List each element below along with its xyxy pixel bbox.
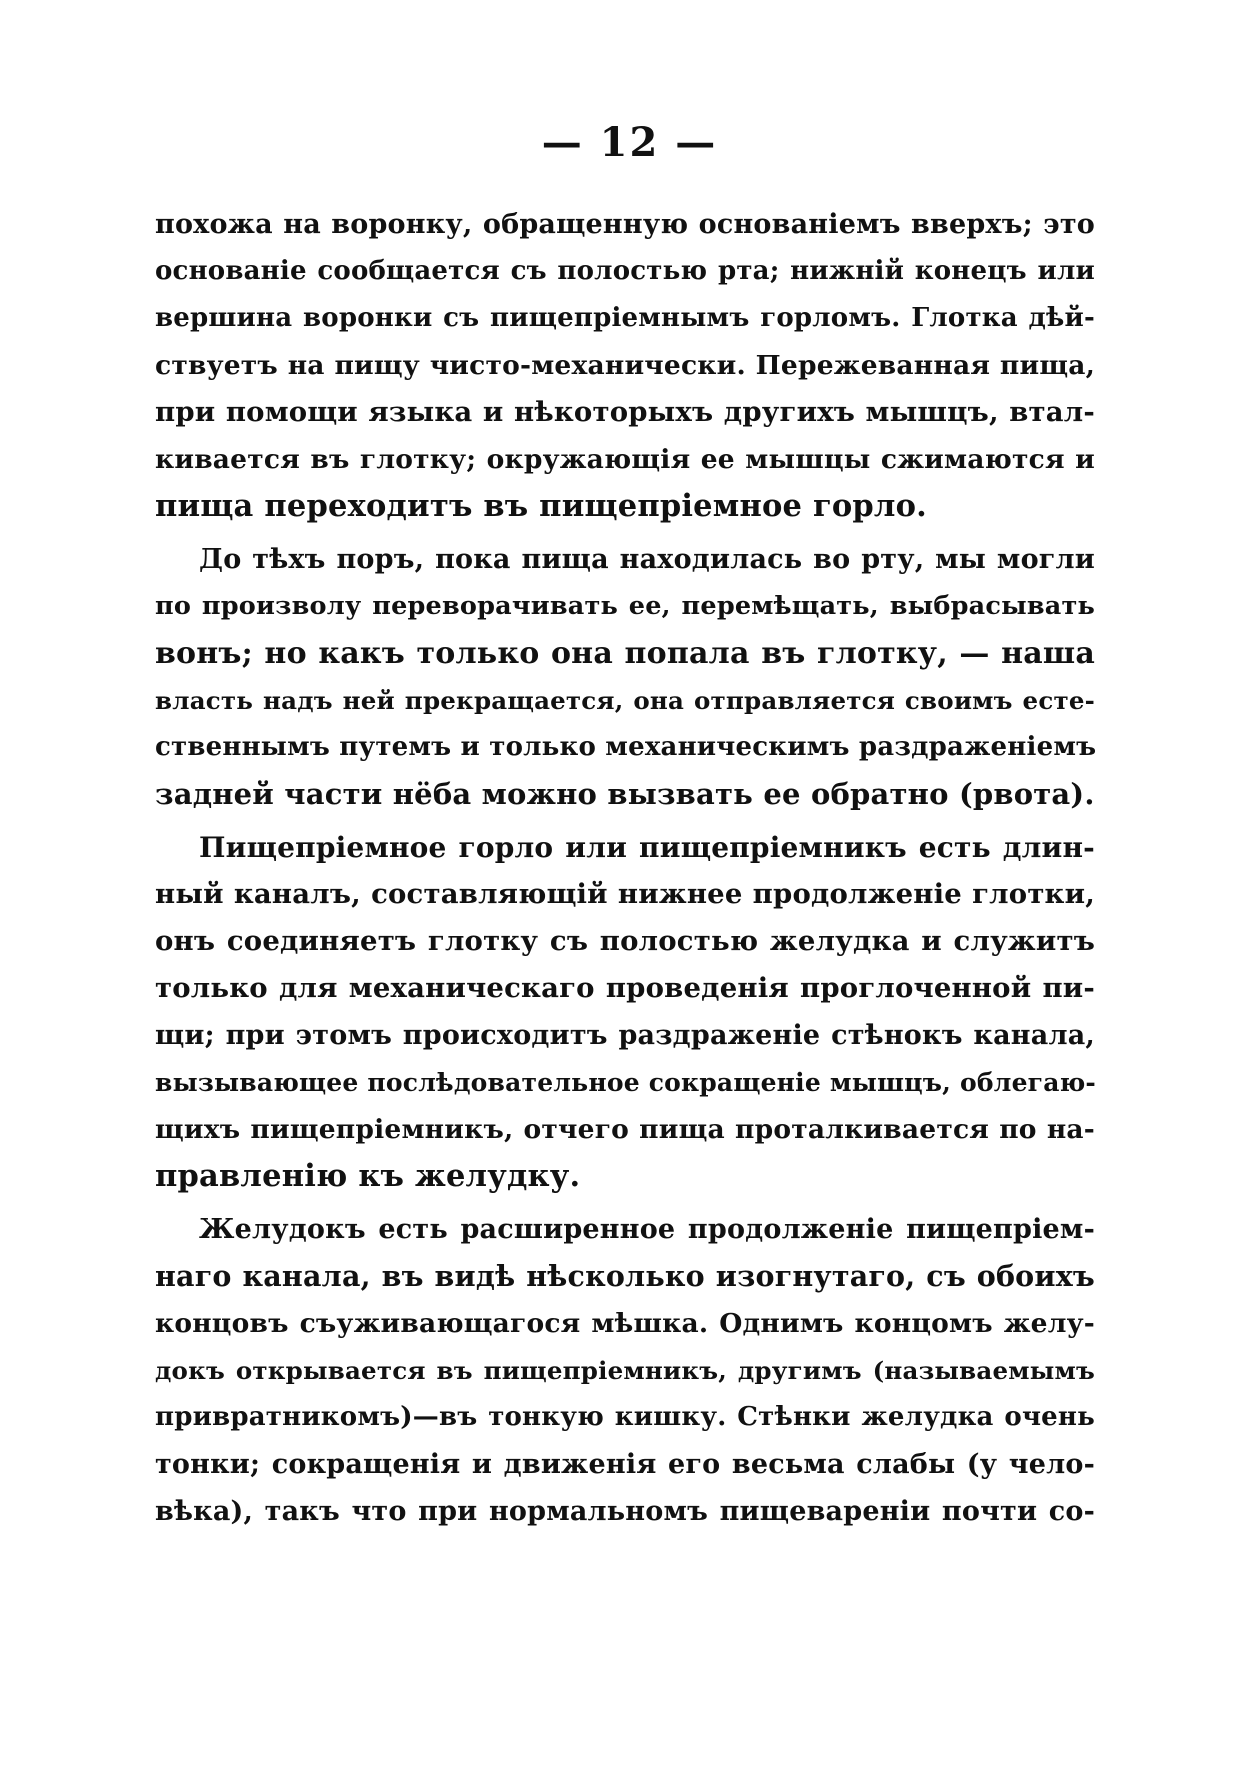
text-line: вонъ; но какъ только она попала въ глотку, — наша [155,636,1095,671]
paragraph-1 [155,201,1095,530]
text-line: по произволу переворачивать ее, перемѣщать, выбрасывать [155,591,1095,621]
text-line: тонки; сокращенія и движенія его весьма слабы (у чело- [155,1449,1095,1480]
text-line: щихъ пищепріемникъ, отчего пища проталкивается по на- [155,1114,1095,1145]
text-line: До тѣхъ поръ, пока пища находилась во рту, мы могли [199,544,1095,575]
text-line: привратникомъ)—въ тонкую кишку. Стѣнки желудка очень [155,1402,1095,1432]
text-line: ный каналъ, составляющій нижнее продолженіе глотки, [155,878,1095,910]
text-line: вѣка), такъ что при нормальномъ пищевареніи почти со- [155,1496,1095,1527]
text-line: власть надъ ней прекращается, она отправляется своимъ есте- [155,686,1095,715]
text-line: вершина воронки съ пищепріемнымъ горломъ. Глотка дѣй- [155,303,1095,333]
text-line: пища переходитъ въ пищепріемное горло. [155,488,927,524]
text-line: задней части нёба можно вызвать ее обратно (рвота). [155,777,1095,811]
text-line: кивается въ глотку; окружающія ее мышцы сжимаются и [155,444,1095,475]
text-line: Пищепріемное горло или пищепріемникъ есть длин- [199,831,1095,864]
text-line: только для механическаго проведенія проглоченной пи- [155,972,1095,1004]
text-line: концовъ съуживающагося мѣшка. Однимъ концомъ желу- [155,1308,1095,1339]
text-line: Желудокъ есть расширенное продолженіе пищепріем- [199,1214,1095,1245]
text-line: ствуетъ на пищу чисто-механически. Пережеванная пища, [155,350,1095,381]
text-line: наго канала, въ видѣ нѣсколько изогнутаго, съ обоихъ [155,1259,1095,1293]
text-line: правленію къ желудку. [155,1158,581,1194]
text-line: докъ открывается въ пищепріемникъ, другимъ (называемымъ [155,1356,1095,1385]
paragraph-2 [155,536,1095,818]
text-line: похожа на воронку, обращенную основаніемъ вверхъ; это [155,209,1095,240]
text-line: онъ соединяетъ глотку съ полостью желудка и служитъ [155,925,1095,957]
page-number: — 12 — [541,119,718,166]
text-line: при помощи языка и нѣкоторыхъ другихъ мышцъ, втал- [155,396,1095,428]
text-line: щи; при этомъ происходитъ раздраженіе стѣнокъ канала, [155,1020,1095,1051]
text-line: основаніе сообщается съ полостью рта; нижній конецъ или [155,256,1095,286]
paragraph-4 [155,1206,1095,1535]
text-line: ственнымъ путемъ и только механическимъ раздраженіемъ [155,732,1097,762]
body-text [155,201,1095,1541]
paragraph-3 [155,824,1095,1200]
text-line: вызывающее послѣдовательное сокращеніе мышцъ, облегаю- [155,1068,1096,1097]
